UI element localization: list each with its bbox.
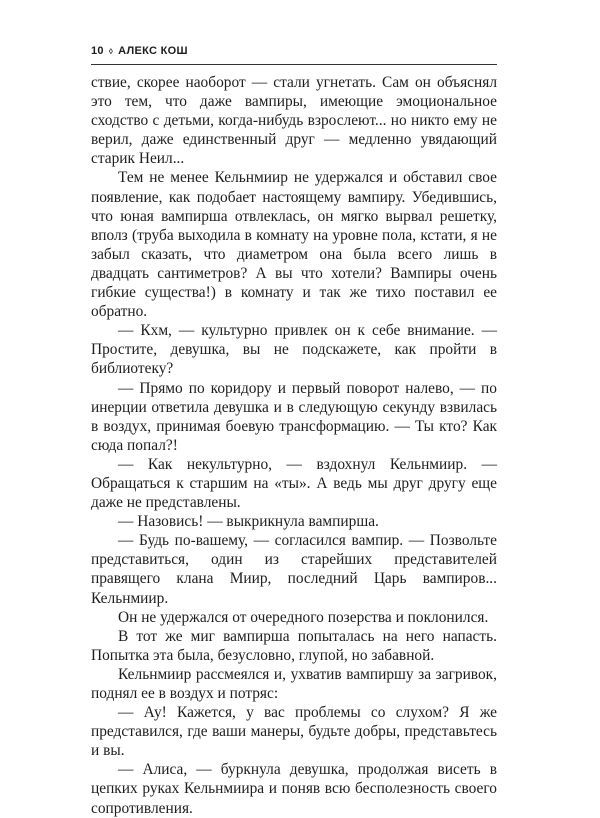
page-body-text: [91, 73, 497, 818]
book-page: [91, 44, 497, 818]
paragraph: ствие, скорее наоборот — стали угнетать. Сам он объяснял это тем, что даже вампиры, имеющие эмоциональное сходство с детьми, когда-нибудь взрослеют... но никто ему не верил, даже единственный друг — медленно увядающий старик Неил...: [91, 74, 497, 168]
header-rule: [91, 64, 497, 65]
paragraph: В тот же миг вампирша попыталась на него напасть. Попытка эта была, безусловно, глупой, но забавной.: [91, 627, 497, 664]
paragraph: — Как некультурно, — вздохнул Кельнмиир. — Обращаться к старшим на «ты». А ведь мы друг другу еще даже не представлены.: [91, 455, 497, 512]
paragraph: — Кхм, — культурно привлек он к себе внимание. — Простите, девушка, вы не подскажете, как пройти в библиотеку?: [91, 322, 497, 378]
running-header: [91, 44, 497, 58]
paragraph: Тем не менее Кельнмиир не удержался и обставил свое появление, как подобает настоящему вампиру. Убедившись, что юная вампирша отвлеклась, он мягко вырвал решетку, вполз (труба выходила в комнату на уровне пола, кстати, я не забыл сказать, что диаметром она была всего лишь в двадцать сантиметров? А вы что хотели? Вампиры очень гибкие существа!) в комнату и так же тихо поставил ее обратно.: [91, 169, 497, 321]
paragraph: — Будь по-вашему, — согласился вампир. — Позвольте представиться, один из старейших представителей правящего клана Миир, последний Царь вампиров... Кельнмиир.: [91, 532, 497, 607]
paragraph: Он не удержался от очередного позерства и поклонился.: [118, 608, 489, 626]
paragraph: — Алиса, — буркнула девушка, продолжая висеть в цепких руках Кельнмиира и поняв всю бесполезность своего сопротивления.: [91, 761, 497, 817]
diamond-separator-icon: ◊: [108, 46, 114, 56]
page-number: 10: [91, 45, 104, 57]
paragraph: — Ау! Кажется, у вас проблемы со слухом? Я же представился, где ваши манеры, будьте добры, представьтесь и вы.: [91, 704, 497, 760]
paragraph: Кельнмиир рассмеялся и, ухватив вампиршу за загривок, поднял ее в воздух и потряс:: [91, 665, 497, 702]
paragraph: — Назовись! — выкрикнула вампирша.: [118, 513, 379, 531]
author-name: АЛЕКС КОШ: [118, 45, 188, 57]
paragraph: — Прямо по коридору и первый поворот налево, — по инерции ответила девушка и в следующую секунду взвилась в воздух, принимая боевую трансформацию. — Ты кто? Как сюда попал?!: [91, 379, 497, 454]
